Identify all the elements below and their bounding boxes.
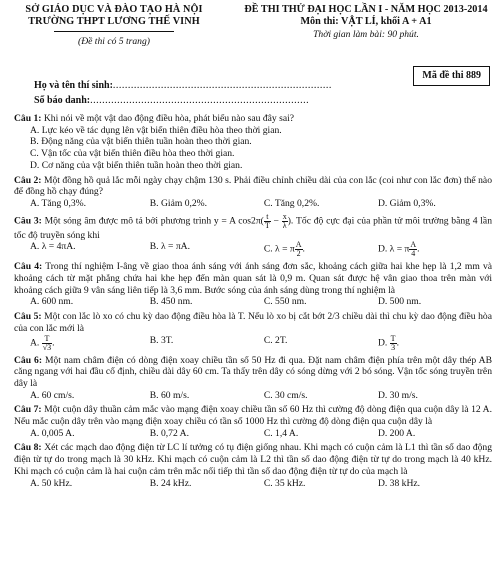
- question-2-options: [14, 198, 492, 210]
- option-d: D. λ = π $\frac{A}{4}$ .: [377, 240, 420, 259]
- student-id-line: [34, 95, 309, 107]
- option-d: D. 200 A.: [377, 427, 416, 439]
- question-text-post: ). Tốc độ cực đại của phần tử môi trường bằng 4 lần tốc độ truyền sóng khi: [14, 215, 492, 241]
- question-4-options: [14, 296, 492, 308]
- question-text: Trong thí nghiệm I-âng về giao thoa ánh sáng với ánh sáng đơn sắc, khoảng cách giữa hai khe hẹp là 1,2 mm và khoảng cách từ mặt phẳng chứa hai khe hẹp đến màn quan sát là 0,9 m. Quan sát được hệ vân giao thoa trên màn với khoảng cách giữa 9 vân sáng liên tiếp là 3,6 mm. Bước sóng của ánh sáng dùng trong thí nghiệm là: [14, 261, 493, 296]
- option-a: A. 600 nm.: [30, 296, 74, 308]
- question-1-options: [14, 125, 492, 172]
- question-text: Một đồng hồ quả lắc mỗi ngày chạy chậm 130 s. Phải điều chỉnh chiều dài của con lắc (coi như con lắc đơn) thế nào để đồng hồ chạy đúng?: [14, 174, 492, 198]
- question-text: Một nam châm điện có dòng điện xoay chiều tần số 50 Hz đi qua. Đặt nam châm điện phía trên một dây thép AB căng ngang với hai đầu cố định, chiều dài dây 60 cm. Ta thấy trên dây có sóng dừng với 2 bó sóng. Vận tốc sóng truyền trên dây là: [14, 354, 492, 389]
- exam-subject: Môn thi: VẬT LÍ, khối A + A1: [300, 16, 432, 28]
- question-5: [14, 311, 492, 334]
- question-8: [14, 442, 492, 477]
- exam-title: ĐỀ THI THỬ ĐẠI HỌC LẦN I - NĂM HỌC 2013-2014: [244, 4, 488, 15]
- option-b: B. 24 kHz.: [149, 477, 192, 489]
- exam-header: [14, 4, 492, 60]
- option-c: C. Tăng 0,2%.: [263, 197, 320, 209]
- exam-duration: Thời gian làm bài: 90 phút.: [313, 28, 419, 40]
- question-text-pre: Một sóng âm được mô tả bởi phương trình y = A cos2π(: [44, 215, 264, 227]
- question-text: Khi nói về một vật dao động điều hòa, phát biểu nào sau đây sai?: [43, 113, 295, 124]
- option-d: D. Cơ năng của vật biến thiên tuần hoàn theo thời gian.: [30, 159, 243, 171]
- fraction-t-over-T: $\frac{t}{T}$: [264, 211, 270, 230]
- fraction: $\frac{A}{4}$: [410, 240, 417, 259]
- option-c: C. 35 kHz.: [263, 477, 306, 489]
- option-a: A. 0,005 A.: [30, 427, 75, 439]
- question-number: Câu 8:: [14, 442, 42, 454]
- option-b: B. 3T.: [149, 334, 174, 346]
- student-name-label: Họ và tên thí sinh:: [34, 80, 113, 91]
- option-b: B. Giảm 0,2%.: [149, 197, 208, 209]
- student-id-dots: .........................................................................: [90, 95, 310, 106]
- fraction: $\frac{A}{2}$: [295, 240, 302, 259]
- student-id-label: Số báo danh:: [34, 95, 91, 106]
- school-block: [14, 4, 214, 48]
- question-5-options: [14, 335, 492, 352]
- option-a: A. $\frac{T}{√3}$ .: [30, 333, 55, 352]
- option-d: D. 500 nm.: [377, 296, 422, 308]
- department-name: SỞ GIÁO DỤC VÀ ĐÀO TẠO HÀ NỘI: [25, 4, 203, 15]
- option-c: C. λ = π $\frac{A}{2}$ .: [263, 240, 305, 259]
- header-divider: [54, 31, 174, 32]
- question-number: Câu 7:: [14, 404, 42, 416]
- option-d: D. Giảm 0,3%.: [377, 197, 436, 209]
- option-d: D. 38 kHz.: [377, 477, 421, 489]
- option-a: A. 50 kHz.: [30, 477, 73, 489]
- option-c: C. 30 cm/s.: [263, 389, 308, 401]
- option-b: B. λ = πA.: [149, 241, 191, 253]
- option-a: A. Lực kéo về tác dụng lên vật biến thiên điều hòa theo thời gian.: [30, 124, 282, 136]
- question-6-options: [14, 390, 492, 402]
- question-2: [14, 175, 492, 198]
- option-c: C. Vận tốc của vật biến thiên điều hòa theo thời gian.: [30, 148, 235, 160]
- student-name-dots: .........................................................................: [112, 80, 332, 91]
- question-7: [14, 404, 492, 427]
- question-7-options: [14, 428, 492, 440]
- question-number: Câu 5:: [14, 311, 42, 323]
- exam-code-box: Mã đề thi 889: [413, 66, 490, 86]
- question-text: Một con lắc lò xo có chu kỳ dao động điều hòa là T. Nếu lò xo bị cắt bớt 2/3 chiều dài thì chu kỳ dao động điều hòa của con lắc mới là: [14, 311, 492, 334]
- option-a: A. Tăng 0,3%.: [30, 197, 87, 209]
- question-1: [14, 113, 492, 125]
- option-c: C. 1,4 A.: [263, 427, 299, 439]
- exam-page: [14, 4, 492, 489]
- question-number: Câu 1:: [14, 113, 42, 124]
- question-3: [14, 213, 492, 242]
- question-text-mid: −: [270, 215, 282, 227]
- option-a: A. 60 cm/s.: [30, 389, 75, 401]
- student-info: [14, 66, 492, 110]
- question-8-options: [14, 478, 492, 490]
- question-text: Xét các mạch dao động điện từ LC lí tưởng có tụ điện giống nhau. Khi mạch có cuộn cảm là L1 thì tần số dao động điện từ tự do trong mạch là 30 kHz. Khi mạch có cuộn cảm là L2 thì tần số dao động điện từ tự do trong mạch là 40 kHz. Khi mạch có cuộn cảm là hai cuộn cảm trên mắc nối tiếp thì tần số dao động điện từ tự do của mạch là: [14, 442, 493, 477]
- fraction: $\frac{T}{3}$: [390, 333, 396, 352]
- option-c: C. 2T.: [263, 334, 288, 346]
- fraction-x-over-lambda: $\frac{x}{\lambda}$: [282, 211, 287, 230]
- student-name-line: [34, 80, 332, 92]
- option-b: B. 0,72 A.: [149, 427, 189, 439]
- option-b: B. 60 m/s.: [149, 389, 190, 401]
- option-c: C. 550 nm.: [263, 296, 307, 308]
- exam-title-block: [240, 4, 492, 41]
- question-text: Một cuộn dây thuần cảm mắc vào mạng điện xoay chiều tần số 60 Hz thì cường độ dòng điện qua cuộn dây là 12 A. Nếu mắc cuộn dây trên vào mạng điện xoay chiều có tần số 1000 Hz thì cường độ dòng điện qua cuộn dây là: [14, 404, 492, 428]
- question-number: Câu 3:: [14, 215, 42, 227]
- option-b: B. 450 nm.: [149, 296, 193, 308]
- question-number: Câu 6:: [14, 354, 43, 366]
- option-b: B. Động năng của vật biến thiên tuần hoàn theo thời gian.: [30, 136, 252, 148]
- question-4: [14, 261, 492, 296]
- page-count-note: (Đề thi có 5 trang): [78, 35, 150, 47]
- question-3-options: [14, 241, 492, 258]
- question-number: Câu 2:: [14, 174, 42, 186]
- option-a: A. λ = 4πA.: [30, 241, 76, 253]
- fraction: $\frac{T}{√3}$: [42, 333, 52, 352]
- question-number: Câu 4:: [14, 261, 43, 273]
- school-name: TRƯỜNG THPT LƯƠNG THẾ VINH: [28, 16, 200, 28]
- option-d: D. 30 m/s.: [377, 389, 418, 401]
- question-6: [14, 355, 492, 390]
- option-d: D. $\frac{T}{3}$ .: [377, 333, 399, 352]
